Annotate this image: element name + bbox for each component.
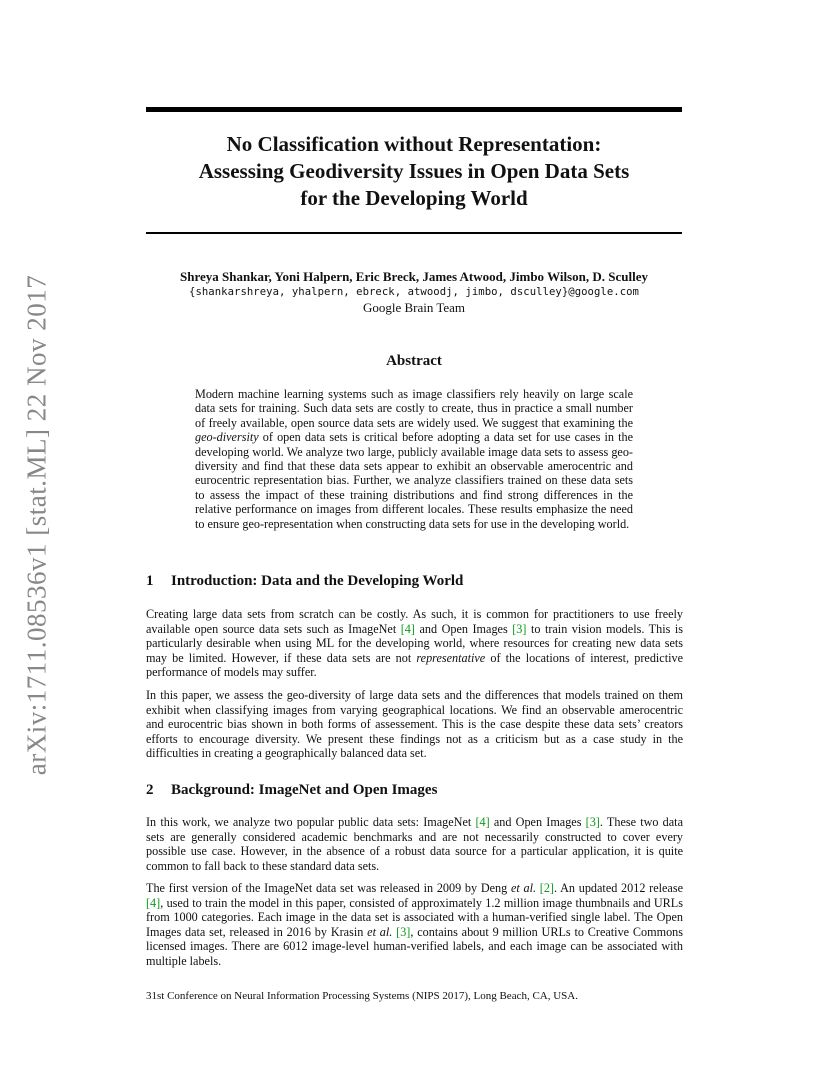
author-affiliation: Google Brain Team [362, 300, 466, 315]
author-emails: {shankarshreya, yhalpern, ebreck, atwoodj, jimbo, dsculley}@google.com [189, 285, 639, 298]
paragraph-text: to train vision models. This is particularly desirable when using ML for the developing world, where resources for creating new data sets may be limited. However, if these data sets are not [146, 621, 683, 665]
author-names: Shreya Shankar, Yoni Halpern, Eric Breck, James Atwood, Jimbo Wilson, D. Sculley [180, 269, 648, 284]
title-bottom-rule [146, 232, 682, 234]
citation-link[interactable]: [4] [146, 895, 161, 910]
paragraph-text: and Open Images [489, 815, 586, 829]
abstract-emphasis: geo-diversity [195, 430, 259, 445]
section-1-paragraph-1 [146, 607, 683, 680]
paper-title [146, 131, 682, 212]
paragraph-text: . An updated 2012 release [554, 881, 683, 895]
section-1-paragraph-2: In this paper, we assess the geo-diversity of large data sets and the differences that models trained on them exhibit when classifying images from varying geographical locations. We find an observable amerocentric and eurocentric bias shown in both forms of assessement. This is the case despite these data sets’ creators efforts to encourage diversity. We present these findings not as a criticism but as a case study in the difficulties in creating a geographically balanced data set. [146, 688, 683, 761]
title-line-2: Assessing Geodiversity Issues in Open Data Sets [198, 159, 630, 183]
paragraph-text: of the locations of interest, predictive performance of models may suffer. [146, 650, 683, 680]
paragraph-text: . These two data sets are generally considered academic benchmarks and are not necessarily constructed to cover every possible use case. However, in the absence of a robust data source for a particular application, it is quite common to fall back to these standard data sets. [146, 815, 683, 873]
citation-link[interactable]: [3] [396, 924, 411, 939]
abstract-heading: Abstract [386, 353, 442, 369]
emphasis-text: representative [416, 650, 486, 665]
citation-link[interactable]: [2] [539, 881, 554, 895]
title-top-rule [146, 107, 682, 112]
section-2-paragraph-2 [146, 881, 683, 969]
section-number: 2 [146, 782, 154, 798]
section-number: 1 [146, 573, 154, 589]
section-title: Introduction: Data and the Developing World [171, 573, 464, 589]
abstract-body [195, 387, 633, 531]
emphasis-text: et al. [367, 924, 393, 939]
paragraph-text: The first version of the ImageNet data set was released in 2009 by Deng [146, 881, 511, 895]
emphasis-text: et al. [510, 881, 537, 895]
paragraph-text: Creating large data sets from scratch can be costly. As such, it is common for practitioners to use freely available open source data sets such as ImageNet [146, 607, 683, 636]
section-2-heading [146, 782, 437, 799]
section-1-heading [146, 573, 463, 590]
paragraph-text: In this work, we analyze two popular public data sets: ImageNet [146, 815, 476, 829]
citation-link[interactable]: [4] [475, 815, 490, 829]
citation-link[interactable]: [3] [585, 815, 600, 829]
section-title: Background: ImageNet and Open Images [171, 782, 438, 798]
abstract-text: Modern machine learning systems such as image classifiers rely heavily on large scale data sets for training. Such data sets are costly to create, thus in practice a small number of freely available, open source data sets are widely used. We suggest that examining the [195, 387, 633, 430]
paragraph-text: , used to train the model in this paper, consisted of approximately 1.2 million image thumbnails and URLs from 1000 categories. Each image in the data set is associated with a human-verified single label. The Open Images data set, released in 2016 by Krasin [146, 895, 683, 939]
paragraph-text: , contains about 9 million URLs to Creative Commons licensed images. There are 6012 image-level human-verified labels, and each image can be associated with multiple labels. [146, 924, 684, 968]
abstract-text: of open data sets is critical before adopting a data set for use cases in the developing world. We analyze two large, publicly available image data sets to assess geo-diversity and find that these data sets appear to exhibit an observable amerocentric and eurocentric representation bias. Further, we analyze classifiers trained on these data sets to assess the impact of these training distributions and find strong differences in the relative performance on images from different locales. These results emphasize the need to ensure geo-representation when constructing data sets for use in the developing world. [195, 430, 633, 531]
author-block [146, 269, 682, 316]
title-line-3: for the Developing World [300, 186, 528, 210]
conference-footer: 31st Conference on Neural Information Processing Systems (NIPS 2017), Long Beach, CA, USA. [146, 990, 578, 1002]
citation-link[interactable]: [4] [400, 621, 415, 636]
title-line-1: No Classification without Representation: [226, 132, 602, 156]
citation-link[interactable]: [3] [512, 621, 527, 636]
paragraph-text: and Open Images [414, 621, 513, 636]
arxiv-identifier: arXiv:1711.08536v1 [stat.ML] 22 Nov 2017 [21, 274, 52, 776]
section-2-paragraph-1 [146, 815, 683, 873]
